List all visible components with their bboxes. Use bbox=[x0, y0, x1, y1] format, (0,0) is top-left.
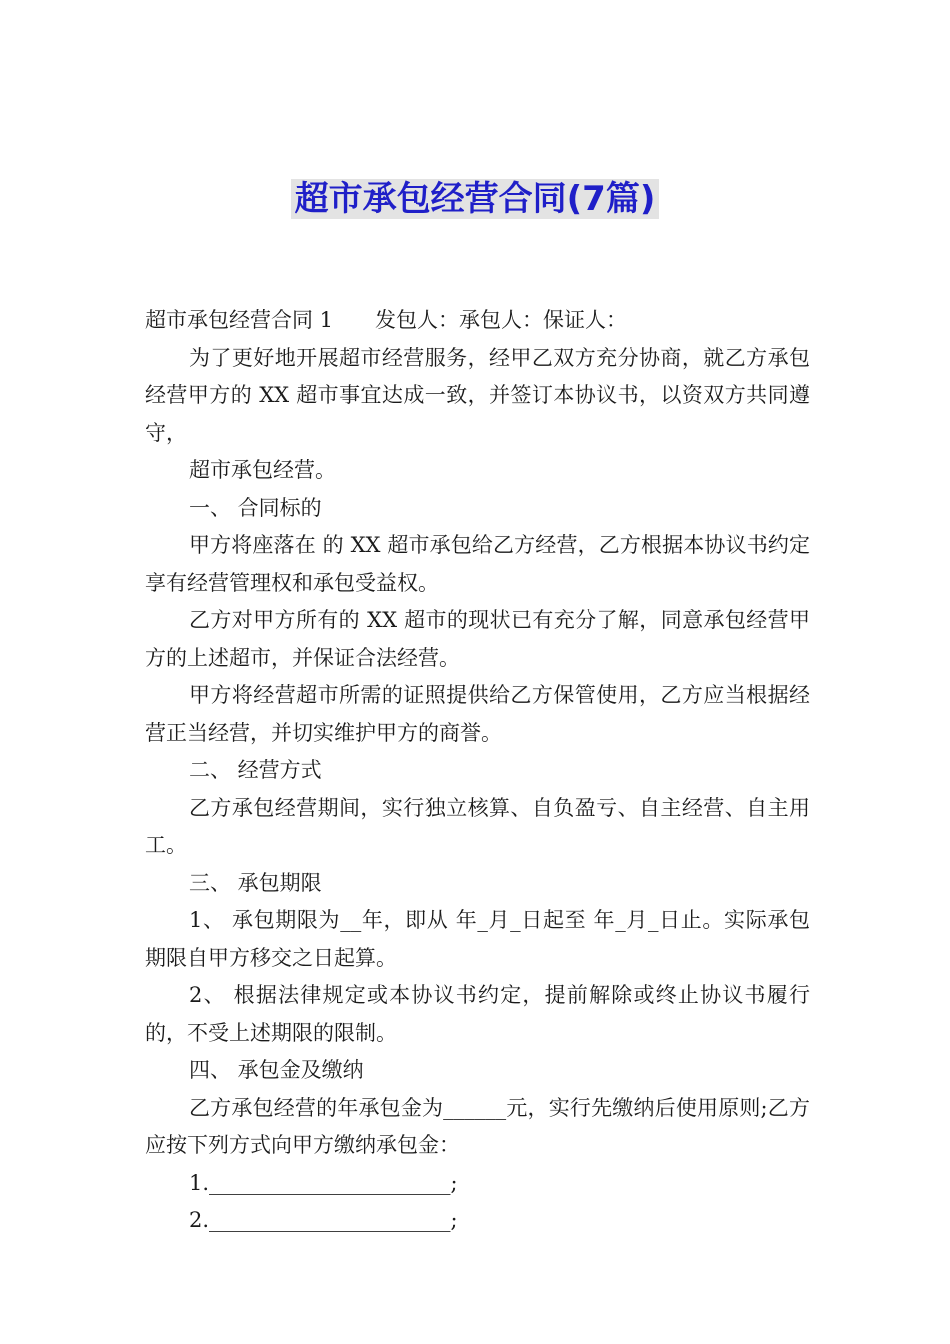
section-heading-1: 一、 合同标的 bbox=[189, 495, 322, 520]
contract-label: 超市承包经营合同 1 bbox=[145, 308, 334, 332]
paragraph: 乙方承包经营的年承包金为______元，实行先缴纳后使用原则;乙方应按下列方式向甲方缴纳承包金： bbox=[145, 1095, 810, 1157]
paragraph: 甲方将座落在 的 XX 超市承包给乙方经营，乙方根据本协议书约定享有经营管理权和承包受益权。 bbox=[145, 533, 810, 595]
document-body bbox=[145, 302, 810, 1240]
paragraph: 乙方对甲方所有的 XX 超市的现状已有充分了解，同意承包经营甲方的上述超市，并保证合法经营。 bbox=[145, 608, 810, 670]
paragraph-intro: 为了更好地开展超市经营服务，经甲乙双方充分协商，就乙方承包经营甲方的 XX 超市事宜达成一致，并签订本协议书，以资双方共同遵守， bbox=[145, 345, 810, 445]
section-heading-4: 四、 承包金及缴纳 bbox=[189, 1058, 364, 1082]
parties-line: 发包人：承包人：保证人： bbox=[375, 308, 628, 332]
section-heading-3: 三、 承包期限 bbox=[189, 870, 322, 895]
blank-line-item: 2._______________________; bbox=[189, 1208, 458, 1232]
document-title bbox=[0, 176, 950, 222]
clause-item: 1、 承包期限为__年，即从 年_月_日起至 年_月_日止。实际承包期限自甲方移交之日起算。 bbox=[145, 908, 810, 970]
clause-item: 2、 根据法律规定或本协议书约定，提前解除或终止协议书履行的，不受上述期限的限制。 bbox=[145, 983, 810, 1045]
document-title-text: 超市承包经营合同(7篇) bbox=[291, 179, 660, 219]
section-heading-2: 二、 经营方式 bbox=[189, 758, 322, 782]
paragraph: 乙方承包经营期间，实行独立核算、自负盈亏、自主经营、自主用工。 bbox=[145, 795, 810, 857]
contract-header-line bbox=[145, 302, 810, 340]
paragraph-subject: 超市承包经营。 bbox=[189, 458, 336, 482]
paragraph: 甲方将经营超市所需的证照提供给乙方保管使用，乙方应当根据经营正当经营，并切实维护甲方的商誉。 bbox=[145, 683, 810, 745]
blank-line-item: 1._______________________; bbox=[189, 1170, 458, 1195]
